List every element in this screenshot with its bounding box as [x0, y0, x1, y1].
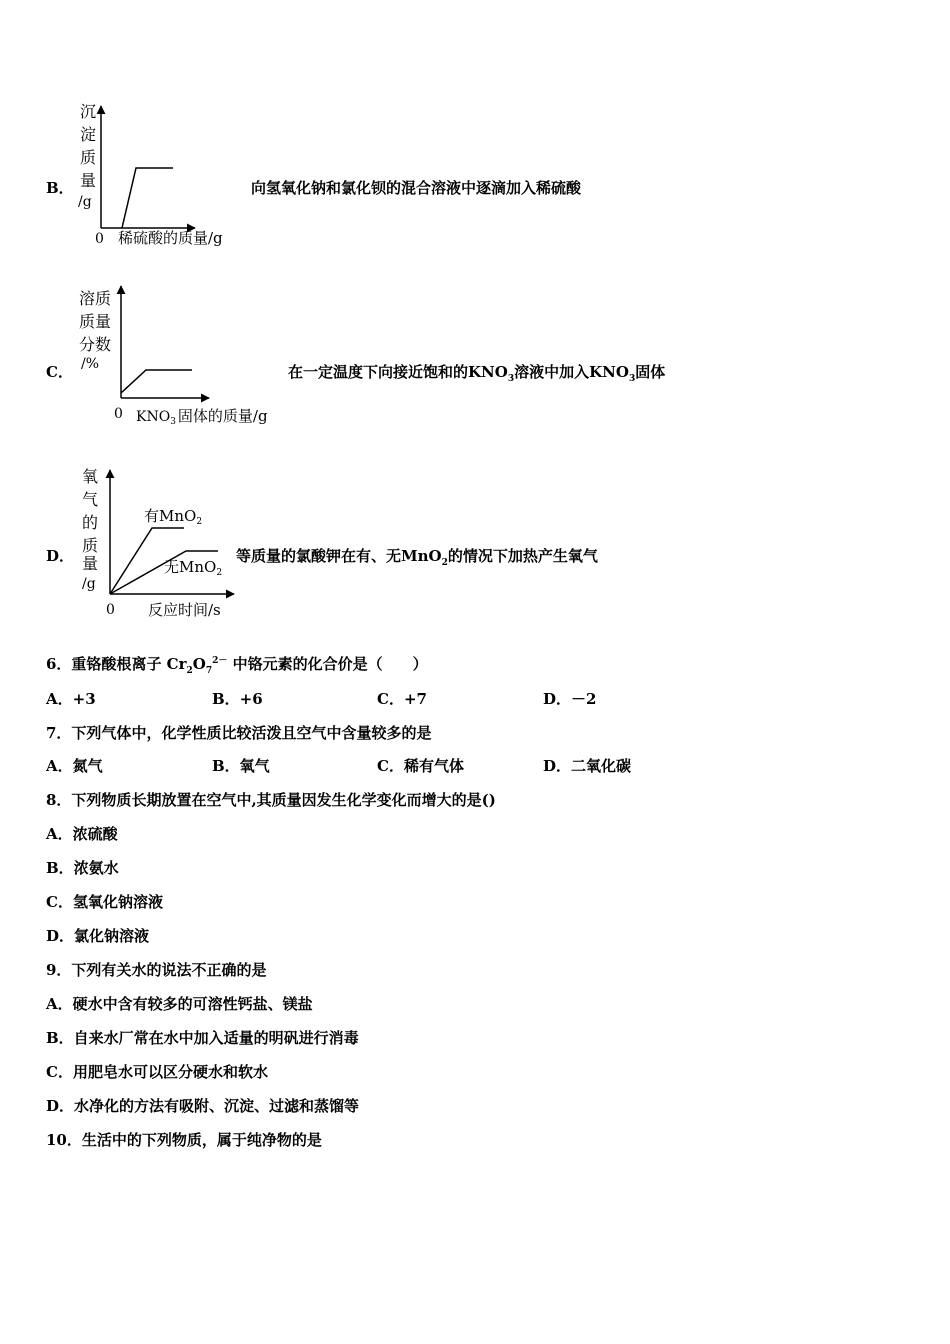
- y-label-unit: /%: [81, 356, 100, 372]
- x-axis-label: $KNO_3$ 固体的质量/g: [136, 407, 268, 427]
- origin-label: 0: [95, 231, 104, 247]
- question-8-option-a[interactable]: A．浓硫酸: [46, 825, 118, 843]
- graph-precipitate-vs-sulfuric-acid: [70, 100, 250, 250]
- y-label-line: 质量: [79, 312, 112, 331]
- y-label-line: 分数: [79, 335, 112, 354]
- question-7-option-c[interactable]: C．稀有气体: [377, 757, 464, 775]
- option-c-letter: C．: [46, 363, 73, 381]
- y-label-line: 溶质: [79, 289, 112, 308]
- question-9-option-a[interactable]: A．硬水中含有较多的可溶性钙盐、镁盐: [46, 995, 313, 1013]
- y-label-line: 质: [82, 536, 99, 555]
- question-8-option-b[interactable]: B．浓氨水: [46, 859, 119, 877]
- graph-oxygen-mass-vs-time: [74, 462, 239, 622]
- question-8-option-c[interactable]: C．氢氧化钠溶液: [46, 893, 163, 911]
- series-label-with-mno2: 有MnO$_2$: [144, 507, 203, 527]
- curve: [122, 168, 173, 228]
- question-9-option-c[interactable]: C．用肥皂水可以区分硬水和软水: [46, 1063, 268, 1081]
- question-7-option-a[interactable]: A．氮气: [46, 757, 103, 775]
- y-label-line: 沉: [80, 102, 97, 121]
- question-7-option-b[interactable]: B．氧气: [212, 757, 270, 775]
- question-7-option-d[interactable]: D．二氧化碳: [543, 757, 632, 775]
- x-axis-label: 稀硫酸的质量/g: [118, 229, 223, 247]
- question-6-option-a[interactable]: A．+3: [46, 690, 96, 708]
- y-label-line: 量: [80, 171, 97, 190]
- option-d-letter: D．: [46, 547, 75, 565]
- question-8-option-d[interactable]: D．氯化钠溶液: [46, 927, 150, 945]
- origin-label: 0: [114, 406, 123, 422]
- origin-label: 0: [106, 602, 115, 618]
- question-6-option-b[interactable]: B．+6: [212, 690, 263, 708]
- option-b-text: 向氢氧化钠和氯化钡的混合溶液中逐滴加入稀硫酸: [251, 179, 582, 197]
- question-9-option-d[interactable]: D．水净化的方法有吸附、沉淀、过滤和蒸馏等: [46, 1097, 360, 1115]
- option-b-letter: B．: [46, 179, 74, 197]
- graph-solute-fraction-vs-kno3: [74, 280, 289, 430]
- question-8-stem: 8．下列物质长期放置在空气中,其质量因发生化学变化而增大的是(): [46, 791, 496, 809]
- question-6-option-c[interactable]: C．+7: [377, 690, 427, 708]
- y-label-line: 氧: [82, 467, 99, 486]
- question-6-option-d[interactable]: D．－2: [543, 690, 597, 708]
- curve: [121, 370, 192, 393]
- question-9-option-b[interactable]: B．自来水厂常在水中加入适量的明矾进行消毒: [46, 1029, 359, 1047]
- y-label-line: 质: [80, 148, 97, 167]
- x-axis-label: 反应时间/s: [148, 601, 221, 619]
- option-d-text: 等质量的氯酸钾在有、无MnO$_2$的情况下加热产生氧气: [236, 547, 598, 568]
- y-label-line: 气: [82, 490, 99, 509]
- question-10-stem: 10．生活中的下列物质，属于纯净物的是: [46, 1131, 322, 1149]
- series-label-without-mno2: 无MnO$_2$: [164, 558, 223, 578]
- y-label-line: 量: [82, 554, 99, 573]
- option-c-text: 在一定温度下向接近饱和的$KNO_3$溶液中加入$KNO_3$固体: [288, 363, 666, 384]
- y-label-line: 的: [82, 513, 99, 532]
- y-label-unit: /g: [82, 576, 96, 592]
- question-6-stem: 6．重铬酸根离子 $Cr_2O_7^{2-}$ 中铬元素的化合价是（ ）: [46, 655, 428, 676]
- question-9-stem: 9．下列有关水的说法不正确的是: [46, 961, 267, 979]
- question-7-stem: 7．下列气体中，化学性质比较活泼且空气中含量较多的是: [46, 724, 432, 742]
- y-label-line: 淀: [80, 125, 97, 144]
- y-label-unit: /g: [78, 194, 92, 210]
